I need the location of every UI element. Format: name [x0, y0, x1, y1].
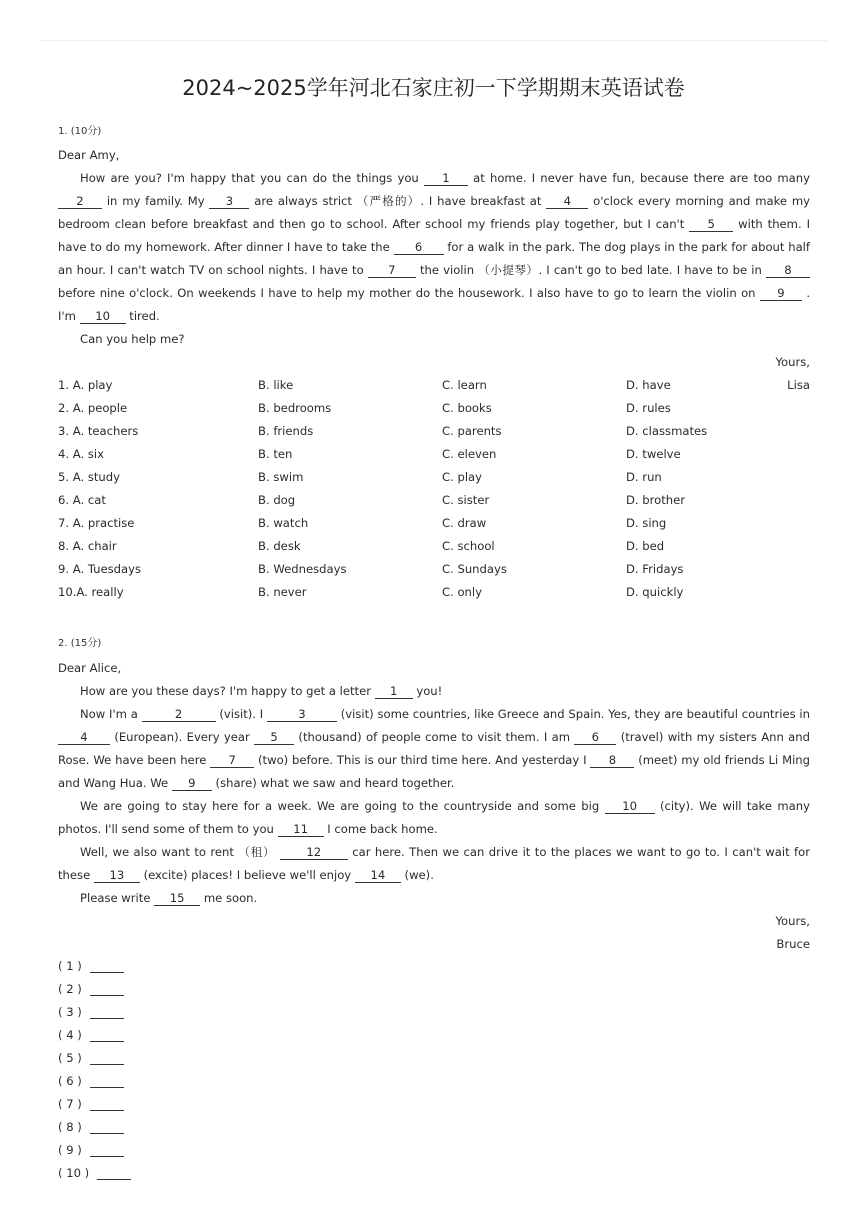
blank-6[interactable]: 6 [574, 730, 616, 745]
option-b[interactable]: B. ten [258, 447, 293, 461]
answer-label: ( 5 ) [58, 1051, 82, 1065]
answer-label: ( 6 ) [58, 1074, 82, 1088]
answer-row [58, 1162, 131, 1185]
answer-input[interactable] [97, 1167, 131, 1180]
blank-4[interactable]: 4 [546, 194, 588, 209]
blank-2[interactable]: 2 [58, 194, 102, 209]
option-row [58, 581, 810, 604]
answer-input[interactable] [90, 1075, 124, 1088]
answer-label: ( 7 ) [58, 1097, 82, 1111]
option-c[interactable]: C. learn [442, 378, 487, 392]
option-d[interactable]: D. twelve [626, 447, 681, 461]
option-b[interactable]: B. friends [258, 424, 314, 438]
letter-signature: Lisa [787, 378, 810, 392]
option-d[interactable]: D. Fridays [626, 562, 684, 576]
option-c[interactable]: C. eleven [442, 447, 497, 461]
blank-5[interactable]: 5 [254, 730, 294, 745]
blank-9[interactable]: 9 [172, 776, 212, 791]
blank-3[interactable]: 3 [267, 707, 337, 722]
answer-label: ( 2 ) [58, 982, 82, 996]
option-b[interactable]: B. swim [258, 470, 304, 484]
option-d[interactable]: D. have [626, 378, 671, 392]
letter-greeting: Dear Alice, [58, 661, 122, 675]
option-d[interactable]: D. classmates [626, 424, 708, 438]
option-a[interactable]: 3. A. teachers [58, 424, 139, 438]
option-b[interactable]: B. never [258, 585, 307, 599]
blank-6[interactable]: 6 [394, 240, 444, 255]
answer-label: ( 1 ) [58, 959, 82, 973]
blank-7[interactable]: 7 [368, 263, 416, 278]
blank-9[interactable]: 9 [760, 286, 802, 301]
option-a[interactable]: 8. A. chair [58, 539, 117, 553]
option-b[interactable]: B. desk [258, 539, 301, 553]
passage-paragraph: How are you these days? I'm happy to get a letter 1 you! [80, 684, 443, 698]
answer-label: ( 4 ) [58, 1028, 82, 1042]
answer-input[interactable] [90, 1144, 124, 1157]
answer-row [58, 1139, 131, 1162]
blank-11[interactable]: 11 [278, 822, 324, 837]
blank-13[interactable]: 13 [94, 868, 140, 883]
letter-signature: Bruce [776, 937, 810, 951]
question-1-passage [58, 144, 810, 397]
option-c[interactable]: C. school [442, 539, 495, 553]
passage-paragraph: Please write 15 me soon. [80, 891, 258, 905]
option-d[interactable]: D. run [626, 470, 662, 484]
option-b[interactable]: B. like [258, 378, 294, 392]
letter-closing: Yours, [775, 355, 810, 369]
question-2-header: 2. (15分) [58, 638, 102, 649]
option-row [58, 558, 810, 581]
answer-row [58, 1024, 131, 1047]
answer-label: ( 8 ) [58, 1120, 82, 1134]
option-c[interactable]: C. draw [442, 516, 487, 530]
blank-7[interactable]: 7 [210, 753, 254, 768]
answer-row [58, 1116, 131, 1139]
answer-input[interactable] [90, 983, 124, 996]
blank-5[interactable]: 5 [689, 217, 733, 232]
blank-12[interactable]: 12 [280, 845, 348, 860]
option-c[interactable]: C. books [442, 401, 492, 415]
option-row [58, 374, 810, 397]
option-b[interactable]: B. dog [258, 493, 296, 507]
option-d[interactable]: D. brother [626, 493, 686, 507]
blank-4[interactable]: 4 [58, 730, 110, 745]
page-title: 2024~2025学年河北石家庄初一下学期期末英语试卷 [182, 76, 685, 100]
option-a[interactable]: 10.A. really [58, 585, 124, 599]
answer-input[interactable] [90, 1098, 124, 1111]
answer-row [58, 955, 131, 978]
answer-lines [58, 955, 131, 1185]
option-c[interactable]: C. sister [442, 493, 490, 507]
blank-10[interactable]: 10 [605, 799, 655, 814]
blank-10[interactable]: 10 [80, 309, 126, 324]
answer-row [58, 978, 131, 1001]
option-row [58, 535, 810, 558]
option-row [58, 443, 810, 466]
passage-paragraph: Well, we also want to rent （租） 12 car here. Then we can drive it to the places we want to go to. I can't wait for these 13 (excite) places! I believe we'll enjoy 14 (we). [58, 845, 810, 882]
option-row [58, 420, 810, 443]
option-c[interactable]: C. parents [442, 424, 502, 438]
option-c[interactable]: C. play [442, 470, 483, 484]
option-a[interactable]: 7. A. practise [58, 516, 135, 530]
answer-input[interactable] [90, 1121, 124, 1134]
option-b[interactable]: B. Wednesdays [258, 562, 347, 576]
answer-input[interactable] [90, 1006, 124, 1019]
answer-row [58, 1070, 131, 1093]
option-c[interactable]: C. Sundays [442, 562, 507, 576]
option-b[interactable]: B. bedrooms [258, 401, 332, 415]
answer-input[interactable] [90, 960, 124, 973]
answer-label: ( 9 ) [58, 1143, 82, 1157]
blank-15[interactable]: 15 [154, 891, 200, 906]
option-c[interactable]: C. only [442, 585, 482, 599]
blank-2[interactable]: 2 [142, 707, 216, 722]
letter-closing: Yours, [775, 914, 810, 928]
answer-row [58, 1001, 131, 1024]
answer-input[interactable] [90, 1052, 124, 1065]
option-a[interactable]: 1. A. play [58, 378, 113, 392]
option-a[interactable]: 5. A. study [58, 470, 120, 484]
options-list [58, 374, 810, 604]
blank-3[interactable]: 3 [209, 194, 249, 209]
option-b[interactable]: B. watch [258, 516, 309, 530]
option-row [58, 397, 810, 420]
question-2-passage [58, 657, 810, 956]
passage-paragraph: How are you? I'm happy that you can do the things you 1 at home. I never have fun, because there are too many 2 in my family. My 3 are always strict （严格的）. I have breakfast at 4 o'clock every morning and make my bedroom clean before breakfast and then go to school. After school my friends play together, but I can't 5 with them. I have to do my homework. After dinner I have to take the 6 for a walk in the park. The dog plays in the park for about half an hour. I can't watch TV on school nights. I have to 7 the violin （小提琴）. I can't go to bed late. I have to be in 8 before nine o'clock. On weekends I have to help my mother do the housework. I also have to go to learn the violin on 9 . I'm 10 tired. [58, 171, 811, 323]
blank-1[interactable]: 1 [375, 684, 413, 699]
question-1-header: 1. (10分) [58, 126, 102, 137]
option-d[interactable]: D. bed [626, 539, 665, 553]
blank-1[interactable]: 1 [424, 171, 468, 186]
option-row [58, 512, 810, 535]
answer-row [58, 1093, 131, 1116]
passage-paragraph: We are going to stay here for a week. We are going to the countryside and some big 10 (city). We will take many photos. I'll send some of them to you 11 I come back home. [58, 799, 810, 836]
blank-14[interactable]: 14 [355, 868, 401, 883]
header-rule [40, 40, 827, 41]
answer-label: ( 10 ) [58, 1166, 90, 1180]
letter-greeting: Dear Amy, [58, 148, 120, 162]
answer-input[interactable] [90, 1029, 124, 1042]
option-a[interactable]: 4. A. six [58, 447, 104, 461]
option-a[interactable]: 2. A. people [58, 401, 128, 415]
option-row [58, 489, 810, 512]
blank-8[interactable]: 8 [766, 263, 810, 278]
blank-8[interactable]: 8 [590, 753, 634, 768]
answer-label: ( 3 ) [58, 1005, 82, 1019]
option-d[interactable]: D. rules [626, 401, 671, 415]
option-d[interactable]: D. sing [626, 516, 667, 530]
answer-row [58, 1047, 131, 1070]
passage-paragraph: Now I'm a 2 (visit). I 3 (visit) some countries, like Greece and Spain. Yes, they are beautiful countries in 4 (European). Every year 5 (thousand) of people come to visit them. I am 6 (travel) with my sisters Ann and Rose. We have been here 7 (two) before. This is our third time here. And yesterday I 8 (meet) my old friends Li Ming and Wang Hua. We 9 (share) what we saw and heard together. [58, 707, 811, 790]
option-a[interactable]: 6. A. cat [58, 493, 106, 507]
option-d[interactable]: D. quickly [626, 585, 684, 599]
option-a[interactable]: 9. A. Tuesdays [58, 562, 142, 576]
option-row [58, 466, 810, 489]
closing-question: Can you help me? [80, 332, 185, 346]
